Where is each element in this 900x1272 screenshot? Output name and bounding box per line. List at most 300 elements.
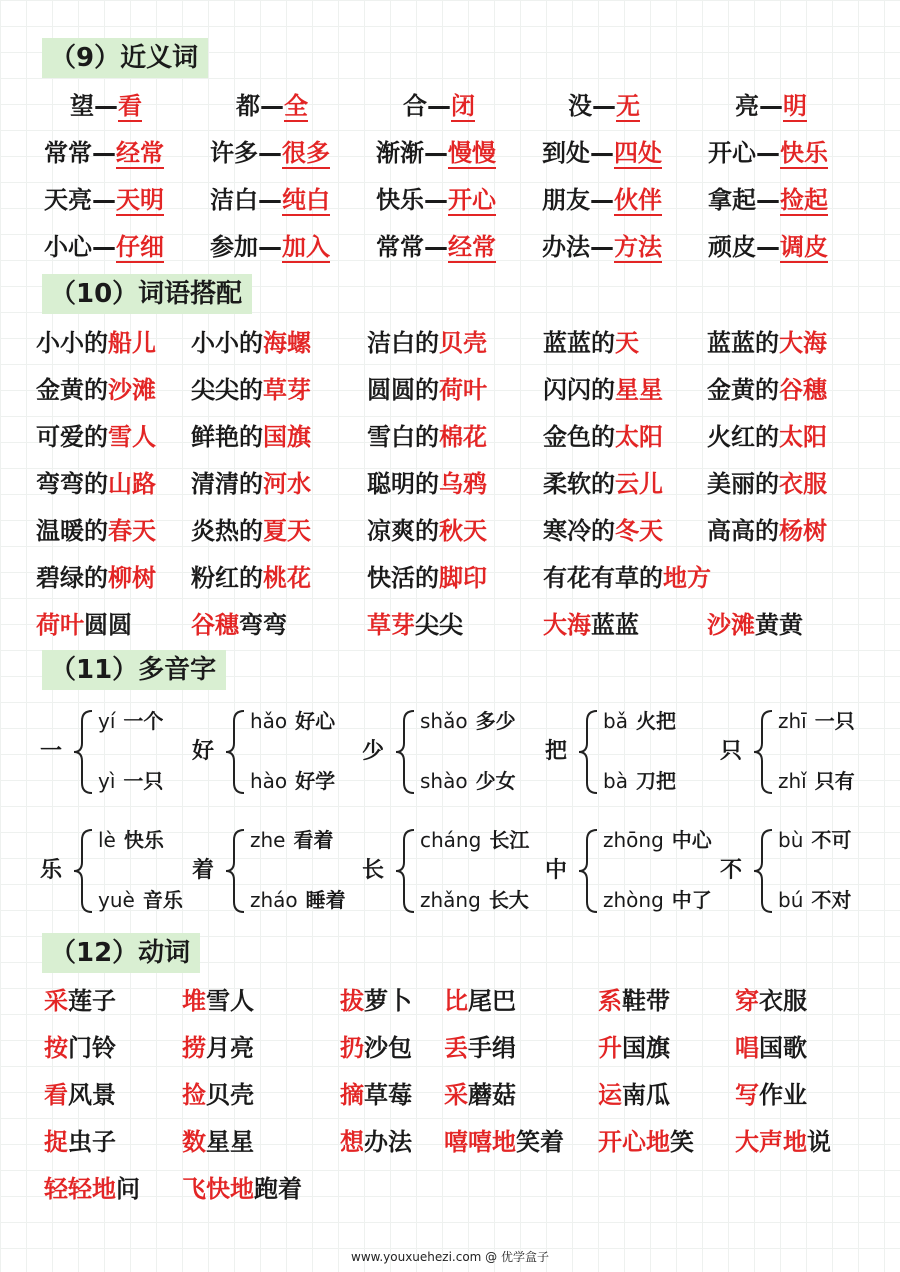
synonym-word: 望 [70,92,94,120]
verb: 摘 [340,1081,364,1109]
polyphone-reading [603,707,676,735]
verb: 看 [44,1081,68,1109]
polyphone-char: 只 [720,739,743,764]
pinyin: zhōng [603,828,664,852]
polyphone-char: 少 [362,739,385,764]
descriptor: 黄黄 [755,611,803,639]
polyphone-reading [778,826,851,854]
verb: 扔 [340,1034,364,1062]
noun: 谷穗 [191,611,239,639]
synonym-word: 没 [568,92,592,120]
object: 办法 [364,1128,412,1156]
verb-phrase [340,1032,412,1064]
noun: 太阳 [779,423,827,451]
verb: 数 [182,1128,206,1156]
collocation-pair [707,374,827,406]
dash: — [92,186,116,214]
synonym-answer: 加入 [282,233,330,261]
pinyin: zháo [250,888,298,912]
polyphone-char: 一 [40,739,63,764]
synonym-word: 快乐 [376,186,424,214]
verb: 运 [598,1081,622,1109]
dash: — [590,233,614,261]
synonym-pair [210,184,330,216]
polyphone-reading [603,767,676,795]
verb-phrase [598,985,670,1017]
polyphone-reading [98,826,164,854]
verb-phrase [340,1079,412,1111]
polyphone-group [362,826,532,916]
collocation-pair-reverse [367,609,463,641]
polyphone-reading [98,707,163,735]
polyphone-group [40,707,210,797]
verb-phrase [340,985,412,1017]
verb-phrase [598,1032,670,1064]
synonym-word: 亮 [735,92,759,120]
noun: 海螺 [263,329,311,357]
collocation-pair [543,374,663,406]
example-word: 长大 [488,888,529,912]
modifier: 可爱的 [36,423,108,451]
verb: 采 [44,987,68,1015]
verb: 按 [44,1034,68,1062]
example-word: 少女 [475,769,516,793]
verb: 丢 [444,1034,468,1062]
object: 星星 [206,1128,254,1156]
noun: 柳树 [108,564,156,592]
noun: 冬天 [615,517,663,545]
dash: — [92,233,116,261]
polyphone-reading [250,886,346,914]
verb: 捞 [182,1034,206,1062]
verb-phrase [182,1032,254,1064]
example-word: 睡着 [305,888,346,912]
example-word: 一个 [123,709,164,733]
synonym-pair [708,184,828,216]
descriptor: 尖尖 [415,611,463,639]
synonym-answer: 经常 [116,139,164,167]
polyphone-reading [420,886,529,914]
verb: 捡 [182,1081,206,1109]
synonym-word: 合 [403,92,427,120]
modifier: 凉爽的 [367,517,439,545]
collocation-pair [543,327,639,359]
modifier: 碧绿的 [36,564,108,592]
verb-phrase [598,1126,694,1158]
synonym-word: 办法 [542,233,590,261]
descriptor: 蓝蓝 [591,611,639,639]
modifier: 温暖的 [36,517,108,545]
collocation-pair-reverse [191,609,287,641]
noun: 衣服 [779,470,827,498]
modifier: 快活的 [367,564,439,592]
synonym-answer: 纯白 [282,186,330,214]
synonym-answer: 快乐 [780,139,828,167]
pinyin: zhǐ [778,769,807,793]
modifier: 有花有草的 [543,564,663,592]
example-word: 刀把 [635,769,676,793]
object: 鞋带 [622,987,670,1015]
polyphone-group [362,707,532,797]
verb: 唱 [735,1034,759,1062]
synonym-answer: 方法 [614,233,662,261]
example-word: 长江 [489,828,530,852]
pinyin: shào [420,769,468,793]
pinyin: yì [98,769,116,793]
noun: 谷穗 [779,376,827,404]
polyphone-char: 乐 [40,858,63,883]
noun: 沙滩 [707,611,755,639]
synonym-pair [376,137,496,169]
collocation-pair-reverse [543,609,639,641]
dash: — [759,92,783,120]
noun: 秋天 [439,517,487,545]
collocation-pair [191,468,311,500]
collocation-pair [543,468,663,500]
modifier: 雪白的 [367,423,439,451]
verb: 拔 [340,987,364,1015]
polyphone-reading [98,767,163,795]
collocation-pair [543,562,711,594]
example-word: 不可 [811,828,852,852]
section-title-collocations: （10）词语搭配 [42,274,252,314]
noun: 荷叶 [439,376,487,404]
example-word: 只有 [814,769,855,793]
verb-phrase [735,1126,831,1158]
footer-watermark: www.youxuehezi.com @ 优学盒子 [351,1250,549,1264]
verb-phrase [44,1079,116,1111]
verb-phrase [444,1126,564,1158]
noun: 天 [615,329,639,357]
dash: — [424,139,448,167]
verb: 堆 [182,987,206,1015]
object: 尾巴 [468,987,516,1015]
polyphone-group [192,826,362,916]
pinyin: zhòng [603,888,664,912]
synonym-pair [735,90,807,122]
verb: 想 [340,1128,364,1156]
verb-phrase [182,1126,254,1158]
collocation-pair [191,421,311,453]
noun: 贝壳 [439,329,487,357]
modifier: 蓝蓝的 [543,329,615,357]
noun: 大海 [543,611,591,639]
object: 问 [116,1175,140,1203]
modifier: 金黄的 [707,376,779,404]
collocation-pair [36,468,156,500]
example-word: 多少 [475,709,516,733]
synonym-word: 洁白 [210,186,258,214]
verb-phrase [444,1079,516,1111]
synonym-word: 参加 [210,233,258,261]
modifier: 闪闪的 [543,376,615,404]
verb-phrase [735,1032,807,1064]
object: 草莓 [364,1081,412,1109]
synonym-pair [44,184,164,216]
collocation-pair [367,515,487,547]
verb: 开心地 [598,1128,670,1156]
dash: — [590,186,614,214]
collocation-pair [543,515,663,547]
collocation-pair [367,327,487,359]
modifier: 弯弯的 [36,470,108,498]
synonym-word: 渐渐 [376,139,424,167]
dash: — [756,139,780,167]
synonym-pair [210,137,330,169]
section-title-verbs: （12）动词 [42,933,200,973]
noun: 乌鸦 [439,470,487,498]
collocation-pair [191,374,311,406]
pinyin: yí [98,709,116,733]
object: 月亮 [206,1034,254,1062]
polyphone-group [192,707,362,797]
synonym-answer: 调皮 [780,233,828,261]
verb-phrase [44,985,116,1017]
polyphone-reading [778,767,855,795]
verb: 飞快地 [182,1175,254,1203]
modifier: 美丽的 [707,470,779,498]
verb-phrase [735,985,807,1017]
example-word: 一只 [123,769,164,793]
synonym-answer: 经常 [448,233,496,261]
dash: — [258,233,282,261]
dash: — [756,233,780,261]
synonym-word: 常常 [44,139,92,167]
verb-phrase [444,1032,516,1064]
collocation-pair [367,468,487,500]
synonym-answer: 明 [783,92,807,120]
noun: 河水 [263,470,311,498]
collocation-pair [367,562,487,594]
verb-phrase [182,1079,254,1111]
noun: 雪人 [108,423,156,451]
collocation-pair [191,515,311,547]
noun: 太阳 [615,423,663,451]
synonym-pair [44,137,164,169]
verb-phrase [182,985,254,1017]
pinyin: lè [98,828,116,852]
synonym-pair [708,231,828,263]
synonym-answer: 闭 [451,92,475,120]
synonym-answer: 四处 [614,139,662,167]
synonym-pair [210,231,330,263]
synonym-answer: 无 [616,92,640,120]
modifier: 火红的 [707,423,779,451]
synonym-pair [708,137,828,169]
pinyin: bà [603,769,628,793]
collocation-pair [191,562,311,594]
synonym-answer: 慢慢 [448,139,496,167]
dash: — [424,233,448,261]
synonym-word: 小心 [44,233,92,261]
polyphone-reading [603,826,712,854]
modifier: 小小的 [191,329,263,357]
synonym-pair [376,231,496,263]
verb: 捉 [44,1128,68,1156]
noun: 船儿 [108,329,156,357]
synonym-answer: 捡起 [780,186,828,214]
noun: 星星 [615,376,663,404]
collocation-pair [36,327,156,359]
verb-phrase [598,1079,670,1111]
object: 笑着 [516,1128,564,1156]
synonym-pair [542,184,662,216]
dash: — [258,139,282,167]
example-word: 一只 [814,709,855,733]
polyphone-reading [250,826,333,854]
pinyin: bù [778,828,804,852]
collocation-pair [36,374,156,406]
dash: — [260,92,284,120]
descriptor: 弯弯 [239,611,287,639]
synonym-pair [44,231,164,263]
modifier: 尖尖的 [191,376,263,404]
pinyin: hǎo [250,709,288,733]
polyphone-char: 着 [192,858,215,883]
collocation-pair [367,421,487,453]
example-word: 好心 [295,709,336,733]
collocation-pair [367,374,487,406]
synonym-answer: 看 [118,92,142,120]
collocation-pair [543,421,663,453]
modifier: 小小的 [36,329,108,357]
polyphone-reading [250,767,335,795]
pinyin: yuè [98,888,135,912]
verb-phrase [44,1173,140,1205]
noun: 山路 [108,470,156,498]
polyphone-reading [420,767,516,795]
verb: 采 [444,1081,468,1109]
verb-phrase [444,985,516,1017]
synonym-word: 常常 [376,233,424,261]
example-word: 中了 [671,888,712,912]
modifier: 圆圆的 [367,376,439,404]
example-word: 音乐 [142,888,183,912]
collocation-pair [191,327,311,359]
synonym-word: 朋友 [542,186,590,214]
synonym-answer: 天明 [116,186,164,214]
collocation-pair-reverse [36,609,132,641]
modifier: 金色的 [543,423,615,451]
verb: 比 [444,987,468,1015]
example-word: 不对 [811,888,852,912]
synonym-pair [542,137,662,169]
synonym-pair [236,90,308,122]
polyphone-group [40,826,210,916]
modifier: 寒冷的 [543,517,615,545]
synonym-answer: 仔细 [116,233,164,261]
pinyin: cháng [420,828,482,852]
verb: 穿 [735,987,759,1015]
polyphone-reading [250,707,335,735]
polyphone-group [545,826,715,916]
polyphone-group [545,707,715,797]
noun: 地方 [663,564,711,592]
modifier: 清清的 [191,470,263,498]
section-title-polyphones: （11）多音字 [42,650,226,690]
dash: — [94,92,118,120]
polyphone-char: 中 [545,858,568,883]
noun: 沙滩 [108,376,156,404]
noun: 草芽 [367,611,415,639]
collocation-pair [36,515,156,547]
noun: 荷叶 [36,611,84,639]
polyphone-reading [420,826,529,854]
collocation-pair [36,421,156,453]
object: 衣服 [759,987,807,1015]
noun: 杨树 [779,517,827,545]
object: 说 [807,1128,831,1156]
synonym-answer: 很多 [282,139,330,167]
dash: — [427,92,451,120]
modifier: 聪明的 [367,470,439,498]
synonym-pair [70,90,142,122]
dash: — [92,139,116,167]
object: 贝壳 [206,1081,254,1109]
object: 风景 [68,1081,116,1109]
section-title-synonyms: （9）近义词 [42,38,208,78]
polyphone-char: 长 [362,858,385,883]
collocation-pair [707,468,827,500]
verb: 升 [598,1034,622,1062]
collocation-pair-reverse [707,609,803,641]
synonym-word: 许多 [210,139,258,167]
noun: 云儿 [615,470,663,498]
synonym-pair [568,90,640,122]
dash: — [592,92,616,120]
object: 萝卜 [364,987,412,1015]
noun: 春天 [108,517,156,545]
noun: 棉花 [439,423,487,451]
object: 门铃 [68,1034,116,1062]
example-word: 快乐 [123,828,164,852]
pinyin: shǎo [420,709,468,733]
object: 手绢 [468,1034,516,1062]
synonym-word: 天亮 [44,186,92,214]
verb-phrase [340,1126,412,1158]
synonym-answer: 开心 [448,186,496,214]
pinyin: zhe [250,828,286,852]
synonym-pair [542,231,662,263]
object: 南瓜 [622,1081,670,1109]
object: 跑着 [254,1175,302,1203]
object: 莲子 [68,987,116,1015]
noun: 草芽 [263,376,311,404]
modifier: 鲜艳的 [191,423,263,451]
collocation-pair [707,421,827,453]
pinyin: zhǎng [420,888,481,912]
verb: 嘻嘻地 [444,1128,516,1156]
synonym-word: 拿起 [708,186,756,214]
synonym-word: 顽皮 [708,233,756,261]
object: 国旗 [622,1034,670,1062]
modifier: 高高的 [707,517,779,545]
example-word: 中心 [671,828,712,852]
noun: 国旗 [263,423,311,451]
polyphone-group [720,826,890,916]
object: 沙包 [364,1034,412,1062]
modifier: 金黄的 [36,376,108,404]
polyphone-char: 不 [720,858,743,883]
verb: 轻轻地 [44,1175,116,1203]
polyphone-reading [778,707,855,735]
verb: 系 [598,987,622,1015]
modifier: 柔软的 [543,470,615,498]
modifier: 炎热的 [191,517,263,545]
object: 笑 [670,1128,694,1156]
noun: 脚印 [439,564,487,592]
polyphone-char: 好 [192,739,215,764]
